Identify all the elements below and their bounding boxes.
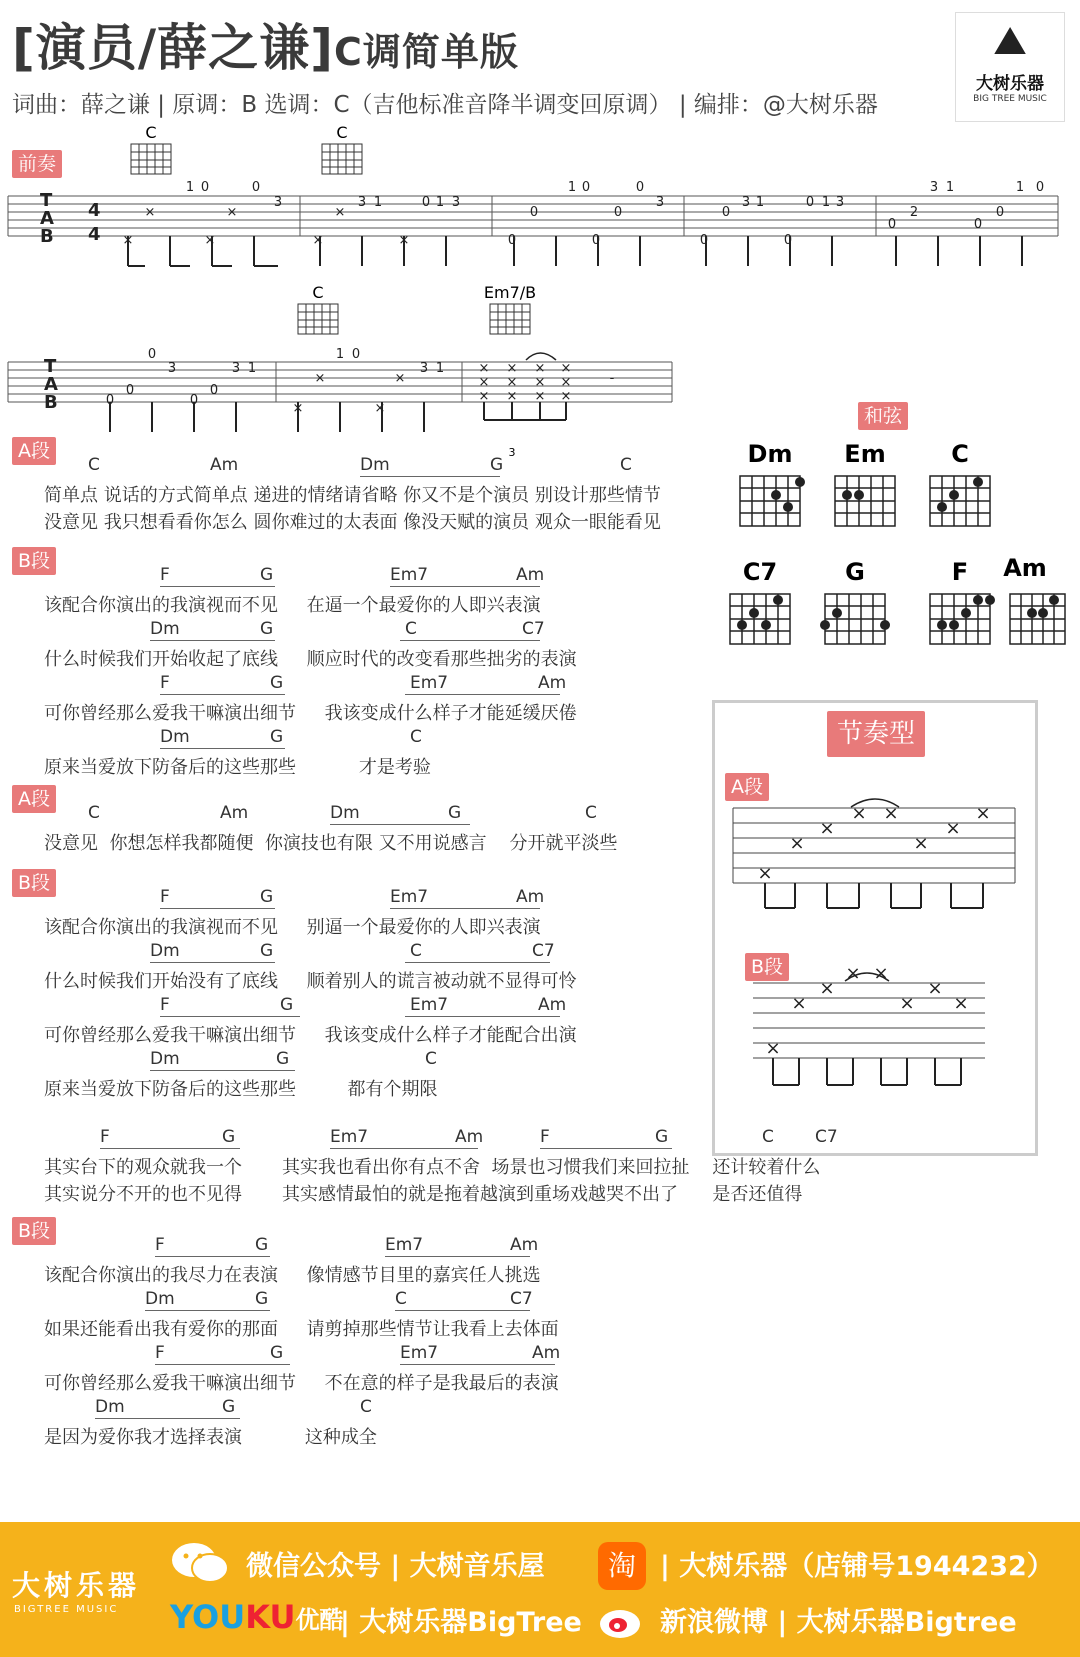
svg-text:1: 1: [247, 361, 257, 376]
taobao-icon[interactable]: 淘: [598, 1542, 646, 1590]
chord-label: C: [410, 941, 422, 961]
svg-text:-: -: [609, 371, 615, 386]
chord-label: Dm: [160, 727, 190, 747]
rhythm-tag: 节奏型: [827, 711, 925, 757]
tree-icon: ⛰: [993, 18, 1027, 64]
svg-text:×: ×: [292, 401, 304, 416]
triplet-mark: 3: [508, 446, 516, 459]
chord-label: Dm: [360, 455, 390, 475]
svg-text:0: 0: [147, 347, 157, 362]
svg-text:1: 1: [821, 195, 831, 210]
svg-text:×: ×: [534, 389, 546, 404]
chord-span-line: [100, 1148, 240, 1149]
chord-c7-label: C7: [742, 558, 778, 586]
chord-label: Am: [532, 1343, 561, 1363]
svg-text:×: ×: [506, 375, 518, 390]
chord-span-line: [390, 908, 540, 909]
chord-em-label: Em: [844, 440, 886, 468]
svg-text:×: ×: [899, 993, 915, 1014]
youku-logo-a: YOU: [170, 1598, 246, 1636]
lyric-line: 该配合你演出的我尽力在表演 像情感节目里的嘉宾任人挑选: [44, 1265, 541, 1286]
chord-label: Am: [210, 455, 239, 475]
chord-label: Am: [455, 1127, 484, 1147]
chord-span-line: [405, 1016, 560, 1017]
svg-text:×: ×: [845, 963, 861, 984]
svg-text:0: 0: [591, 233, 601, 248]
chord-label: G: [260, 619, 274, 639]
svg-text:1: 1: [435, 195, 445, 210]
chord-label: Dm: [150, 1049, 180, 1069]
chord-label: G: [255, 1235, 269, 1255]
chord-label: G: [276, 1049, 290, 1069]
chord-dm-label: Dm: [747, 440, 793, 468]
svg-text:3: 3: [929, 180, 939, 195]
chord-span-line: [150, 640, 275, 641]
svg-text:×: ×: [478, 361, 490, 376]
rhythm-a-tag: A段: [725, 773, 769, 801]
svg-text:0: 0: [189, 393, 199, 408]
chord-label: Am: [220, 803, 249, 823]
chord-span-line: [390, 586, 540, 587]
chord-span-line: [540, 1148, 672, 1149]
svg-text:×: ×: [883, 803, 899, 824]
svg-text:1: 1: [755, 195, 765, 210]
svg-text:0: 0: [635, 180, 645, 195]
weibo-text[interactable]: 新浪微博 | 大树乐器Bigtree: [660, 1607, 1017, 1638]
chord-label: C: [395, 1289, 407, 1309]
chord-label: Em7: [390, 565, 429, 585]
svg-text:×: ×: [478, 389, 490, 404]
svg-text:×: ×: [506, 361, 518, 376]
svg-text:×: ×: [398, 233, 410, 248]
svg-text:×: ×: [851, 803, 867, 824]
tab-b: B: [40, 226, 54, 247]
svg-text:1: 1: [567, 180, 577, 195]
svg-text:0: 0: [805, 195, 815, 210]
chord-label: F: [160, 887, 170, 907]
chord-span-line: [405, 694, 560, 695]
svg-text:×: ×: [144, 205, 156, 220]
svg-text:×: ×: [534, 361, 546, 376]
svg-text:×: ×: [204, 233, 216, 248]
svg-text:1: 1: [435, 361, 445, 376]
chord-g-label: G: [845, 558, 865, 586]
section-tag: B段: [12, 547, 56, 575]
svg-text:×: ×: [757, 863, 773, 884]
youku-text[interactable]: | 大树乐器BigTree: [340, 1607, 582, 1638]
chord-label: C: [425, 1049, 437, 1069]
chord-label: Dm: [150, 941, 180, 961]
svg-text:×: ×: [314, 371, 326, 386]
chord-span-line: [385, 1256, 530, 1257]
footer-brand-en: BIGTREE MUSIC: [14, 1604, 119, 1615]
svg-text:×: ×: [560, 361, 572, 376]
svg-text:0: 0: [973, 217, 983, 232]
section-tag: B段: [12, 1217, 56, 1245]
chord-label: G: [255, 1289, 269, 1309]
svg-text:0: 0: [251, 180, 261, 195]
lyric-line: 该配合你演出的我演视而不见 在逼一个最爱你的人即兴表演: [44, 595, 541, 616]
chord-span-line: [400, 1364, 555, 1365]
chord-label: Em7: [330, 1127, 369, 1147]
chord-span-line: [155, 1364, 290, 1365]
chord-label: Em7: [390, 887, 429, 907]
svg-text:×: ×: [819, 818, 835, 839]
chord-label: Am: [538, 673, 567, 693]
svg-text:3: 3: [273, 195, 283, 210]
svg-text:0: 0: [581, 180, 591, 195]
chord-label: C: [88, 455, 100, 475]
svg-text:×: ×: [312, 233, 324, 248]
tab-t-2: T: [44, 356, 57, 377]
chord-span-line: [160, 694, 285, 695]
svg-text:×: ×: [560, 375, 572, 390]
youku-logo[interactable]: [170, 1598, 343, 1636]
section-tag: B段: [12, 869, 56, 897]
chord-label: G: [270, 1343, 284, 1363]
intro-chord-c4-label: Em7/B: [483, 283, 537, 302]
svg-text:0: 0: [200, 180, 210, 195]
chord-label: Dm: [145, 1289, 175, 1309]
tab-a-2: A: [44, 374, 58, 395]
chord-span-line: [95, 1418, 240, 1419]
lyric-line: 其实台下的观众就我一个 其实我也看出你有点不舍 场景也习惯我们来回拉扯 还计较着什么: [44, 1157, 821, 1178]
svg-text:2: 2: [909, 205, 919, 220]
svg-text:0: 0: [529, 205, 539, 220]
lyric-line: 可你曾经那么爱我干嘛演出细节 我该变成什么样子才能配合出演: [44, 1025, 577, 1046]
svg-text:3: 3: [231, 361, 241, 376]
chord-label: G: [270, 673, 284, 693]
svg-text:×: ×: [560, 389, 572, 404]
chord-label: C: [620, 455, 632, 475]
svg-text:3: 3: [741, 195, 751, 210]
title-sub: C调简单版: [333, 30, 519, 74]
chord-label: F: [160, 565, 170, 585]
chord-label: Em7: [385, 1235, 424, 1255]
svg-text:×: ×: [506, 389, 518, 404]
chord-label: C: [360, 1397, 372, 1417]
chord-label: F: [155, 1343, 165, 1363]
intro-chord-c1-label: C: [145, 123, 157, 142]
chords-tag: 和弦: [858, 402, 908, 430]
song-meta: 词曲：薛之谦 | 原调：B 选调：C（吉他标准音降半调变回原调） | 编排：@大树乐器: [12, 92, 878, 118]
svg-text:1: 1: [185, 180, 195, 195]
svg-text:0: 0: [125, 383, 135, 398]
svg-text:0: 0: [613, 205, 623, 220]
lyric-line: 没意见 我只想看看你怎么 圆你难过的太表面 像没天赋的演员 观众一眼能看见: [44, 512, 661, 533]
svg-text:×: ×: [122, 233, 134, 248]
tab-a: A: [40, 208, 54, 229]
svg-text:0: 0: [351, 347, 361, 362]
chord-span-line: [145, 1310, 270, 1311]
chord-label: G: [222, 1127, 236, 1147]
chord-label: C: [762, 1127, 774, 1147]
chord-span-line: [360, 476, 500, 477]
chord-span-line: [330, 824, 470, 825]
tab-b-2: B: [44, 392, 58, 413]
chord-label: G: [260, 565, 274, 585]
chord-label: Dm: [95, 1397, 125, 1417]
lyric-line: 可你曾经那么爱我干嘛演出细节 不在意的样子是我最后的表演: [44, 1373, 559, 1394]
intro-tag: 前奏: [12, 150, 62, 178]
chord-label: C7: [522, 619, 545, 639]
lyric-line: 什么时候我们开始收起了底线 顺应时代的改变看那些拙劣的表演: [44, 649, 577, 670]
chord-span-line: [160, 748, 285, 749]
svg-text:3: 3: [655, 195, 665, 210]
svg-text:×: ×: [789, 833, 805, 854]
chord-label: Am: [516, 565, 545, 585]
lyric-line: 原来当爱放下防备后的这些那些 都有个期限: [44, 1079, 438, 1100]
svg-text:×: ×: [975, 803, 991, 824]
chord-span-line: [400, 640, 540, 641]
section-tag: A段: [12, 437, 56, 465]
lyric-line: 简单点 说话的方式简单点 递进的情绪请省略 你又不是个演员 别设计那些情节: [44, 485, 661, 506]
svg-text:×: ×: [945, 818, 961, 839]
svg-text:0: 0: [507, 233, 517, 248]
lyric-line: 没意见 你想怎样我都随便 你演技也有限 又不用说感言 分开就平淡些: [44, 833, 618, 854]
youku-logo-b: KU: [245, 1598, 296, 1636]
svg-text:0: 0: [783, 233, 793, 248]
chord-span-line: [155, 1256, 270, 1257]
chord-span-line: [330, 1148, 478, 1149]
chord-label: G: [270, 727, 284, 747]
svg-text:0: 0: [995, 205, 1005, 220]
chord-span-line: [150, 1070, 295, 1071]
chord-label: G: [655, 1127, 669, 1147]
chord-label: G: [448, 803, 462, 823]
svg-text:3: 3: [835, 195, 845, 210]
chord-label: Dm: [330, 803, 360, 823]
logo-text: 大树乐器: [976, 74, 1044, 94]
chord-label: Dm: [150, 619, 180, 639]
svg-text:×: ×: [819, 978, 835, 999]
chord-label: G: [490, 455, 504, 475]
chord-label: Em7: [410, 673, 449, 693]
chord-label: C: [585, 803, 597, 823]
footer-brand: 大树乐器: [12, 1569, 141, 1602]
svg-text:×: ×: [534, 375, 546, 390]
chord-label: C: [88, 803, 100, 823]
svg-text:×: ×: [374, 401, 386, 416]
chord-label: G: [280, 995, 294, 1015]
svg-text:×: ×: [334, 205, 346, 220]
chord-label: Am: [538, 995, 567, 1015]
svg-text:×: ×: [953, 993, 969, 1014]
chord-label: G: [260, 887, 274, 907]
svg-text:0: 0: [421, 195, 431, 210]
title-main: [演员/薛之谦]: [12, 19, 334, 77]
chord-label: F: [160, 995, 170, 1015]
chord-label: G: [222, 1397, 236, 1417]
chord-label: F: [100, 1127, 110, 1147]
chord-span-line: [405, 962, 550, 963]
chord-label: Em7: [400, 1343, 439, 1363]
wechat-text[interactable]: 微信公众号 | 大树音乐屋: [246, 1551, 545, 1582]
intro-chord-c3-label: C: [312, 283, 324, 302]
svg-text:0: 0: [699, 233, 709, 248]
svg-text:×: ×: [913, 833, 929, 854]
svg-text:0: 0: [887, 217, 897, 232]
svg-text:×: ×: [765, 1038, 781, 1059]
lyric-line: 如果还能看出我有爱你的那面 请剪掉那些情节让我看上去体面: [44, 1319, 559, 1340]
chord-f-label: F: [951, 558, 969, 586]
chord-label: C: [410, 727, 422, 747]
lyric-line: 是因为爱你我才选择表演 这种成全: [44, 1427, 377, 1448]
svg-text:1: 1: [373, 195, 383, 210]
svg-text:0: 0: [105, 393, 115, 408]
svg-text:×: ×: [226, 205, 238, 220]
chord-span-line: [160, 908, 275, 909]
wechat-icon[interactable]: [170, 1540, 230, 1584]
svg-text:0: 0: [209, 383, 219, 398]
chord-label: Am: [516, 887, 545, 907]
chord-span-line: [395, 1310, 530, 1311]
chord-label: C7: [532, 941, 555, 961]
footer-banner: [0, 1522, 1080, 1657]
svg-text:0: 0: [1035, 180, 1045, 195]
svg-text:1: 1: [1015, 180, 1025, 195]
chord-label: C7: [510, 1289, 533, 1309]
intro-chord-c2-label: C: [336, 123, 348, 142]
section-tag: A段: [12, 785, 56, 813]
chord-span-line: [150, 962, 275, 963]
tab-t: T: [40, 190, 53, 211]
lyric-line: 什么时候我们开始没有了底线 顺着别人的谎言被动就不显得可怜: [44, 971, 577, 992]
lyric-line: 可你曾经那么爱我干嘛演出细节 我该变成什么样子才能延缓厌倦: [44, 703, 577, 724]
svg-text:×: ×: [873, 963, 889, 984]
svg-text:×: ×: [927, 978, 943, 999]
chord-span-line: [160, 586, 275, 587]
taobao-text[interactable]: | 大树乐器（店铺号1944232）: [660, 1551, 1054, 1582]
lyric-line: 其实说分不开的也不见得 其实感情最怕的就是拖着越演到重场戏越哭不出了 是否还值得: [44, 1184, 803, 1205]
svg-text:1: 1: [335, 347, 345, 362]
youku-zh: 优酷: [295, 1606, 344, 1634]
svg-text:×: ×: [478, 375, 490, 390]
chord-label: F: [540, 1127, 550, 1147]
lyric-line: 原来当爱放下防备后的这些那些 才是考验: [44, 757, 431, 778]
chord-label: C: [405, 619, 417, 639]
svg-text:3: 3: [419, 361, 429, 376]
svg-text:0: 0: [721, 205, 731, 220]
svg-text:3: 3: [451, 195, 461, 210]
logo-text-en: BIG TREE MUSIC: [973, 94, 1047, 104]
svg-text:×: ×: [394, 371, 406, 386]
svg-text:×: ×: [791, 993, 807, 1014]
chord-c-label: C: [951, 440, 969, 468]
chord-label: C7: [815, 1127, 838, 1147]
lyric-line: 该配合你演出的我演视而不见 别逼一个最爱你的人即兴表演: [44, 917, 541, 938]
rhythm-b-tag: B段: [745, 953, 789, 981]
chord-label: Am: [510, 1235, 539, 1255]
chord-label: F: [160, 673, 170, 693]
time-sig-top: 4: [88, 200, 101, 221]
chord-label: Em7: [410, 995, 449, 1015]
svg-text:1: 1: [945, 180, 955, 195]
chord-label: G: [260, 941, 274, 961]
weibo-icon[interactable]: [598, 1600, 646, 1640]
chord-span-line: [160, 1016, 300, 1017]
chord-label: F: [155, 1235, 165, 1255]
svg-text:3: 3: [167, 361, 177, 376]
time-sig-bottom: 4: [88, 224, 101, 245]
svg-text:3: 3: [357, 195, 367, 210]
chord-am-label: Am: [1003, 554, 1047, 582]
